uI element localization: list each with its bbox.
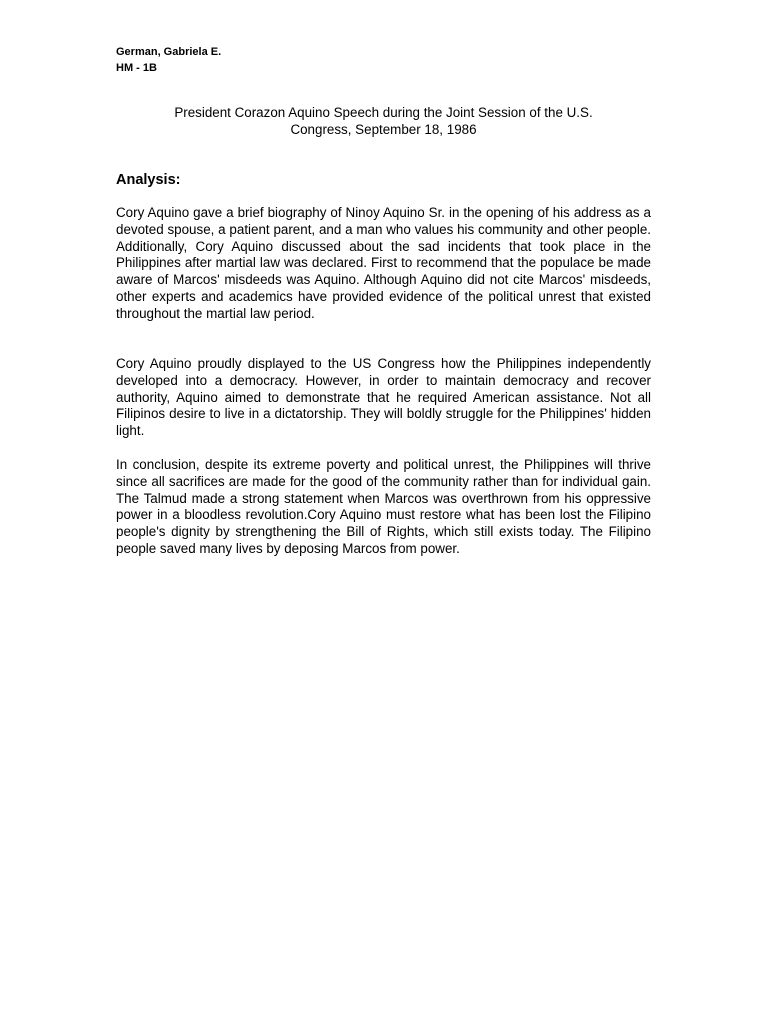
analysis-paragraph-1: Cory Aquino gave a brief biography of Ninoy Aquino Sr. in the opening of his address as a devoted spouse, a patient parent, and a man who values his community and other people. Additionally, Cory Aquino discussed about the sad incidents that took place in the Philippines after martial law was declared. First to recommend that the populace be made aware of Marcos' misdeeds was Aquino. Although Aquino did not cite Marcos' misdeeds, other experts and academics have provided evidence of the political unrest that existed throughout the martial law period.: [116, 205, 651, 321]
title-line-2: Congress, September 18, 1986: [290, 122, 477, 137]
class-section: HM - 1B: [116, 62, 157, 74]
author-block: [116, 44, 221, 76]
analysis-paragraph-3: In conclusion, despite its extreme poverty and political unrest, the Philippines will thrive since all sacrifices are made for the good of the community rather than for individual gain. The Talmud made a strong statement when Marcos was overthrown from his oppressive power in a bloodless revolution.Cory Aquino must restore what has been lost the Filipino people's dignity by strengthening the Bill of Rights, which still exists today. The Filipino people saved many lives by deposing Marcos from power.: [116, 457, 651, 556]
title-line-1: President Corazon Aquino Speech during the Joint Session of the U.S.: [174, 105, 593, 120]
document-title: [116, 104, 651, 138]
analysis-heading: Analysis:: [116, 172, 181, 188]
author-name: German, Gabriela E.: [116, 46, 222, 58]
analysis-paragraph-2: Cory Aquino proudly displayed to the US Congress how the Philippines independently developed into a democracy. However, in order to maintain democracy and recover authority, Aquino aimed to demonstrate that he required American assistance. Not all Filipinos desire to live in a dictatorship. They will boldly struggle for the Philippines' hidden light.: [116, 356, 651, 439]
